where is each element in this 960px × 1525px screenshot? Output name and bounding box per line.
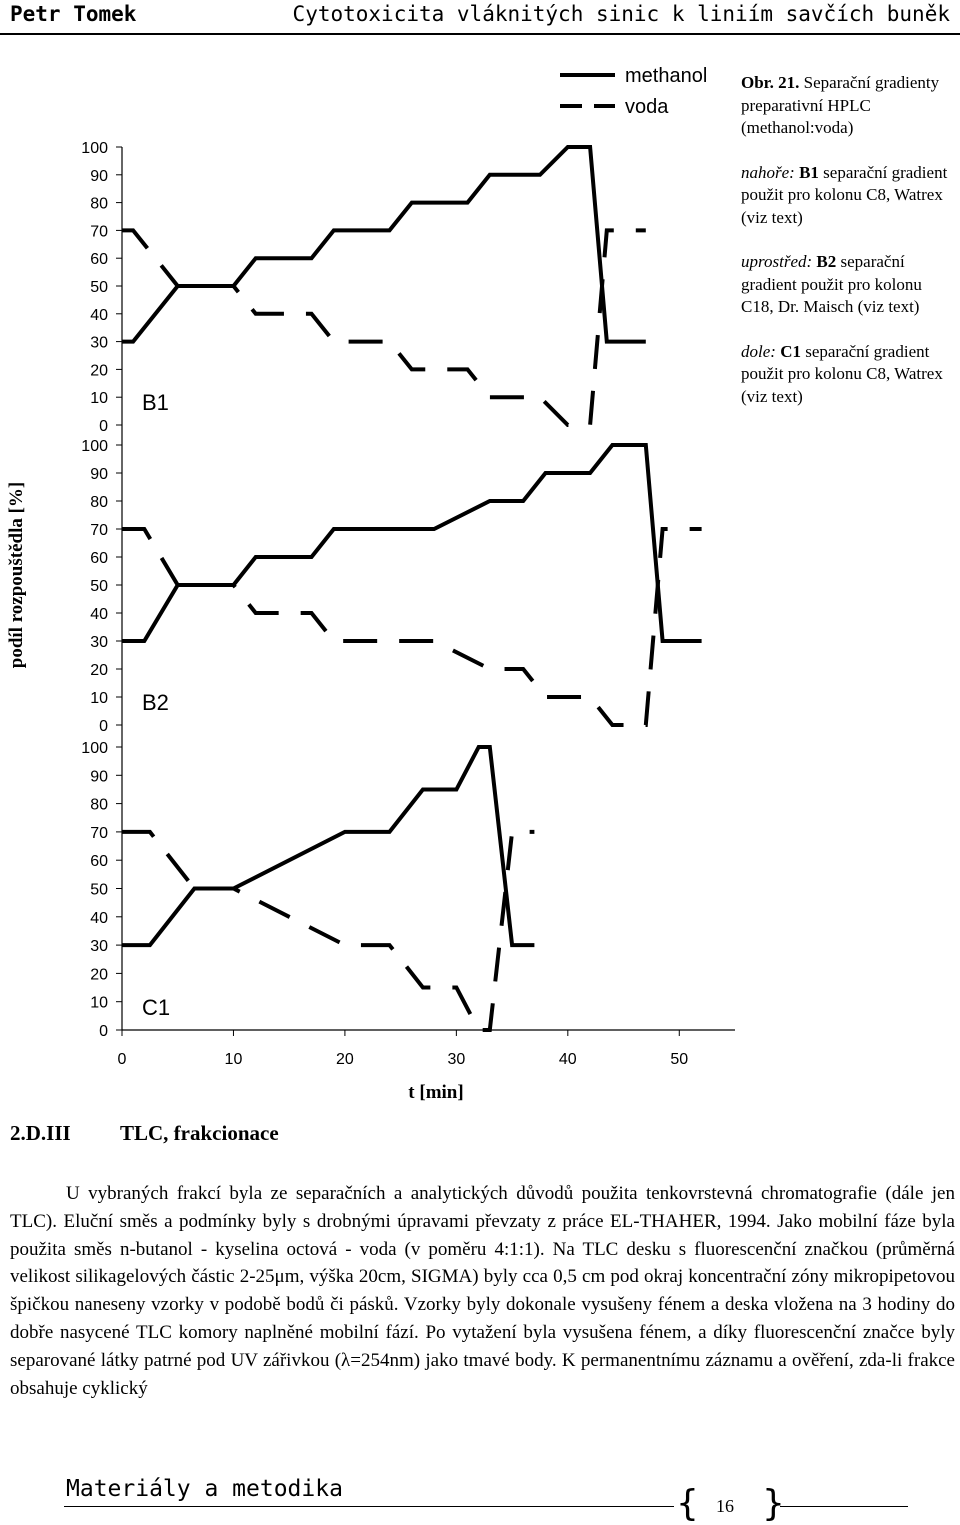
header-author: Petr Tomek — [10, 2, 137, 26]
gradient-figure — [0, 40, 735, 1110]
y-tick-label: 30 — [90, 334, 108, 352]
section-number: 2.D.III — [10, 1121, 71, 1145]
body-text — [10, 1180, 955, 1402]
y-tick-label: 80 — [90, 195, 108, 213]
y-tick-label: 90 — [90, 768, 108, 786]
y-tick-label: 20 — [90, 966, 108, 984]
y-tick-label: 50 — [90, 578, 108, 595]
y-tick-label: 40 — [90, 306, 108, 324]
y-tick-label: 30 — [90, 634, 108, 651]
y-tick-label: 0 — [99, 1023, 108, 1040]
header-title: Cytotoxicita vláknitých sinic k liniím savčích buněk — [292, 2, 950, 26]
page-header — [0, 0, 960, 34]
y-tick-label: 10 — [90, 994, 108, 1012]
y-tick-label: 50 — [90, 279, 108, 296]
y-tick-label: 60 — [90, 251, 108, 269]
y-tick-label: 100 — [81, 438, 108, 455]
x-tick-label: 30 — [447, 1051, 466, 1068]
series-methanol-B2 — [122, 445, 702, 641]
panel-C1 — [122, 747, 534, 1030]
y-tick-label: 100 — [81, 140, 108, 157]
caption-middle-panel: B2 — [816, 252, 837, 271]
series-methanol-C1 — [122, 747, 534, 945]
series-voda-C1 — [122, 832, 534, 1030]
y-tick-label: 60 — [90, 550, 108, 567]
y-tick-label: 10 — [90, 390, 108, 408]
panel-B1 — [122, 147, 646, 425]
figure-axes — [81, 140, 735, 1068]
header-rule — [0, 33, 960, 35]
x-tick-label: 50 — [670, 1051, 689, 1068]
y-tick-label: 70 — [90, 522, 108, 539]
y-tick-label: 10 — [90, 690, 108, 707]
x-tick-label: 40 — [558, 1051, 577, 1068]
y-tick-label: 0 — [99, 718, 108, 735]
y-tick-label: 40 — [90, 909, 108, 927]
page-footer — [0, 1470, 960, 1525]
y-tick-label: 60 — [90, 853, 108, 871]
footer-bracket-right: } — [762, 1483, 785, 1524]
y-tick-label: 70 — [90, 223, 108, 241]
series-voda-B2 — [122, 529, 702, 725]
caption-bottom-text: separační gradient použit pro kolonu C8, Watrex (viz text) — [741, 341, 943, 406]
panel-label-C1: C1 — [142, 995, 171, 1020]
x-tick-label: 20 — [336, 1051, 354, 1068]
y-tick-label: 90 — [90, 466, 108, 483]
footer-bracket-left: { — [676, 1483, 699, 1524]
caption-middle — [741, 251, 956, 319]
series-methanol-B1 — [122, 147, 646, 342]
legend-water-label: voda — [625, 96, 669, 118]
caption-top-text: separační gradient použit pro kolonu C8, Watrex (viz text) — [741, 162, 948, 227]
caption-title-text: Separační gradienty preparativní HPLC (methanol:voda) — [741, 73, 940, 137]
y-tick-label: 80 — [90, 796, 108, 814]
x-tick-label: 10 — [224, 1051, 243, 1068]
caption-top-position: nahoře: — [741, 162, 795, 182]
caption-top — [741, 162, 956, 230]
legend — [560, 65, 707, 118]
caption-middle-text: separační gradient použit pro kolonu C18, Dr. Maisch (viz text) — [741, 252, 922, 316]
caption-bottom — [741, 341, 956, 409]
panel-B2 — [122, 445, 702, 725]
section-heading — [10, 1121, 279, 1146]
caption-title — [741, 72, 956, 140]
y-tick-label: 100 — [81, 740, 108, 757]
body-paragraph: U vybraných frakcí byla ze separačních a analytických důvodů použita tenkovrstevná chromatografie (dále jen TLC). Eluční směs a podmínky byly s drobnými úpravami převzaty z práce EL-THAHER, 1994. Jako mobilní fáze byla použita směs n-butanol - kyselina octová - voda (v poměru 4:1:1). Na TLC desku s fluorescenční značkou (průměrná velikost silikagelových částic 2-25μm, výška 20cm, SIGMA) byly cca 0,5 cm pod okraj koncentrační zóny mikropipetovou špičkou naneseny vzorky v podobě bodů či pásků. Vzorky byly dokonale vysušeny fénem a deska vložena na 3 hodiny do dobře nasycené TLC komory naplněné mobilní fází. Po vytažení byla vysušena fénem, a díky fluorescenční značce byly separované látky patrné pod UV zářivkou (λ=254nm) jako tmavé body. K permanentnímu záznamu a ověření, zda-li frakce obsahuje cyklický — [10, 1183, 955, 1399]
y-tick-label: 50 — [90, 881, 108, 899]
y-tick-label: 30 — [90, 938, 108, 956]
panel-label-B1: B1 — [142, 390, 169, 415]
y-axis-title: podíl rozpouštědla [%] — [6, 481, 27, 669]
footer-rule-right — [780, 1506, 908, 1507]
footer-title: Materiály a metodika — [66, 1476, 343, 1502]
y-tick-label: 20 — [90, 362, 108, 380]
caption-top-panel: B1 — [799, 162, 819, 182]
page-number: 16 — [716, 1496, 734, 1516]
y-tick-label: 20 — [90, 662, 108, 679]
x-axis-title: t [min] — [408, 1082, 464, 1103]
section-title: TLC, frakcionace — [120, 1121, 279, 1145]
footer-rule — [64, 1506, 674, 1507]
legend-methanol-label: methanol — [625, 65, 708, 87]
series-voda-B1 — [122, 230, 646, 425]
y-tick-label: 70 — [90, 824, 108, 842]
y-tick-label: 0 — [99, 418, 108, 435]
caption-middle-position: uprostřed: — [741, 252, 813, 271]
caption-number: Obr. 21. — [741, 73, 800, 92]
plot-area — [122, 147, 702, 1030]
caption-bottom-panel: C1 — [780, 341, 801, 361]
y-tick-label: 80 — [90, 494, 108, 511]
caption-bottom-position: dole: — [741, 341, 776, 361]
y-tick-label: 90 — [90, 167, 108, 185]
panel-label-B2: B2 — [142, 690, 169, 715]
y-tick-label: 40 — [90, 606, 108, 623]
x-tick-label: 0 — [117, 1051, 127, 1068]
figure-caption — [741, 72, 956, 430]
